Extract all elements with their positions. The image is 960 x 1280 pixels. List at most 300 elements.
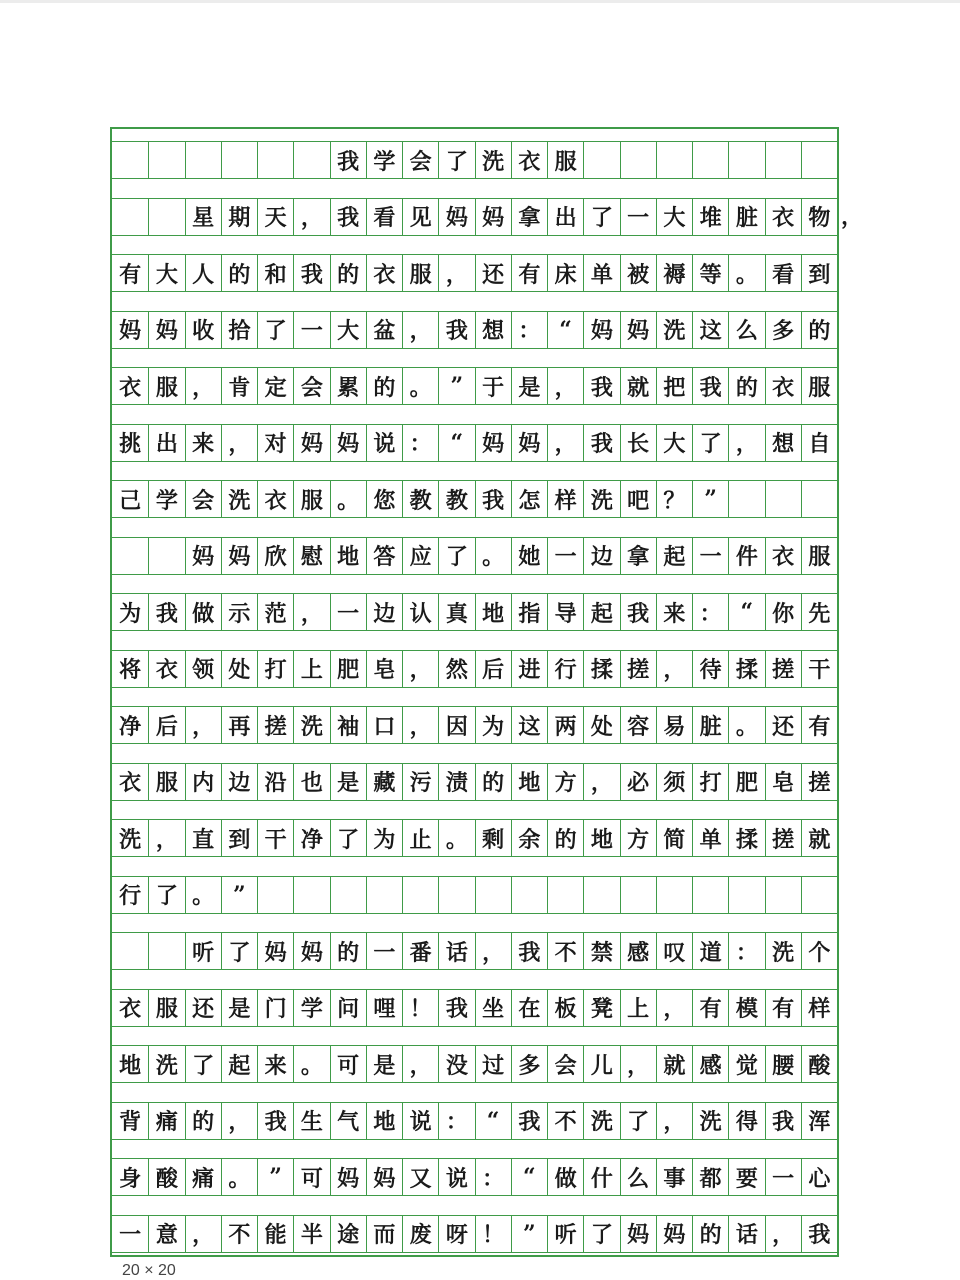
- grid-cell: 后: [148, 707, 184, 743]
- grid-cell: 累: [330, 368, 366, 404]
- grid-row: [112, 763, 837, 801]
- grid-cell: 道: [692, 933, 728, 969]
- grid-cell: 拾: [221, 312, 257, 348]
- grid-cell: 大: [656, 199, 692, 235]
- grid-cell: [185, 142, 221, 178]
- grid-cell: 大: [148, 255, 184, 291]
- grid-cell: [475, 877, 511, 913]
- grid-cell: 话: [438, 933, 474, 969]
- grid-cell: 话: [728, 1216, 764, 1252]
- grid-cell: 。: [475, 538, 511, 574]
- grid-cell: [293, 877, 329, 913]
- grid-cell: 能: [257, 1216, 293, 1252]
- grid-cell: 还: [475, 255, 511, 291]
- grid-cell: 妈: [511, 425, 547, 461]
- grid-cell: 怎: [511, 481, 547, 517]
- grid-cell: 你: [765, 594, 801, 630]
- grid-cell: 为: [366, 820, 402, 856]
- grid-cell: [148, 142, 184, 178]
- grid-cell: 会: [185, 481, 221, 517]
- grid-cell: 处: [221, 651, 257, 687]
- grid-cell: ，: [438, 255, 474, 291]
- grid-cell: 揉: [728, 820, 764, 856]
- grid-row: [112, 480, 837, 518]
- grid-cell: 洗: [656, 312, 692, 348]
- grid-cell: 有: [765, 990, 801, 1026]
- grid-cell: [620, 142, 656, 178]
- grid-cell: 了: [438, 538, 474, 574]
- grid-cell: ，: [293, 594, 329, 630]
- grid-cell: 件: [728, 538, 764, 574]
- grid-cell: 一: [366, 933, 402, 969]
- grid-cell: ，: [185, 1216, 221, 1252]
- grid-cell: 渍: [438, 764, 474, 800]
- grid-cell: 衣: [148, 651, 184, 687]
- grid-cell: [148, 933, 184, 969]
- grid-cell: 觉: [728, 1046, 764, 1082]
- grid-cell: [583, 877, 619, 913]
- grid-cell: 待: [692, 651, 728, 687]
- grid-cell: 么: [620, 1159, 656, 1195]
- grid-cell: 衣: [511, 142, 547, 178]
- grid-cell: 和: [257, 255, 293, 291]
- grid-cell: 上: [620, 990, 656, 1026]
- grid-row: [112, 311, 837, 349]
- grid-size-label: 20 × 20: [122, 1262, 176, 1279]
- grid-cell: 妈: [620, 1216, 656, 1252]
- grid-cell: ，: [402, 1046, 438, 1082]
- grid-cell: “: [728, 594, 764, 630]
- grid-row: [112, 537, 837, 575]
- grid-cell: ，: [402, 707, 438, 743]
- grid-cell: 酸: [801, 1046, 837, 1082]
- grid-cell: 教: [438, 481, 474, 517]
- grid-cell: 星: [185, 199, 221, 235]
- grid-cell: 收: [185, 312, 221, 348]
- grid-cell: 说: [402, 1103, 438, 1139]
- grid-cell: 止: [402, 820, 438, 856]
- grid-cell: 服: [547, 142, 583, 178]
- grid-cell: 拿: [511, 199, 547, 235]
- grid-cell: 还: [185, 990, 221, 1026]
- grid-cell: [801, 877, 837, 913]
- grid-cell: 我: [293, 255, 329, 291]
- grid-cell: 妈: [221, 538, 257, 574]
- grid-cell: ，: [620, 1046, 656, 1082]
- grid-cell: 衣: [257, 481, 293, 517]
- grid-cell: 导: [547, 594, 583, 630]
- grid-cell: 妈: [257, 933, 293, 969]
- grid-cell: 被: [620, 255, 656, 291]
- grid-cell: 地: [511, 764, 547, 800]
- grid-cell: 这: [511, 707, 547, 743]
- grid-cell: 净: [293, 820, 329, 856]
- grid-cell: 是: [221, 990, 257, 1026]
- grid-cell: 肯: [221, 368, 257, 404]
- grid-cell: 儿: [583, 1046, 619, 1082]
- grid-cell: 干: [257, 820, 293, 856]
- grid-cell: 我: [620, 594, 656, 630]
- grid-cell: 服: [148, 764, 184, 800]
- grid-cell: 了: [148, 877, 184, 913]
- grid-cell: 处: [583, 707, 619, 743]
- grid-cell: 定: [257, 368, 293, 404]
- grid-cell: 地: [330, 538, 366, 574]
- grid-cell: 搓: [765, 820, 801, 856]
- grid-cell: 我: [438, 312, 474, 348]
- grid-cell: 痛: [185, 1159, 221, 1195]
- grid-cell: 肥: [728, 764, 764, 800]
- grid-cell: “: [511, 1159, 547, 1195]
- grid-cell: 做: [185, 594, 221, 630]
- grid-cell: 有: [801, 707, 837, 743]
- grid-cell: 半: [293, 1216, 329, 1252]
- grid-cell: 盆: [366, 312, 402, 348]
- grid-cell: 因: [438, 707, 474, 743]
- grid-cell: 口: [366, 707, 402, 743]
- grid-cell: ，: [583, 764, 619, 800]
- grid-cell: 必: [620, 764, 656, 800]
- grid-cell: 易: [656, 707, 692, 743]
- grid-cell: 的: [185, 1103, 221, 1139]
- grid-cell: [112, 933, 148, 969]
- grid-cell: ，: [402, 651, 438, 687]
- grid-cell: ，: [293, 199, 329, 235]
- grid-cell: 等: [692, 255, 728, 291]
- grid-cell: 学: [366, 142, 402, 178]
- grid-cell: 背: [119, 1109, 142, 1135]
- grid-cell: 不: [221, 1216, 257, 1252]
- grid-row: [112, 424, 837, 462]
- grid-cell: 会: [547, 1046, 583, 1082]
- grid-row: [112, 198, 837, 236]
- grid-cell: 起: [583, 594, 619, 630]
- overflow-punctuation: ，: [841, 203, 864, 230]
- grid-row: [112, 254, 837, 292]
- grid-cell: 洗: [692, 1103, 728, 1139]
- grid-cell: 这: [692, 312, 728, 348]
- grid-cell: 单: [692, 820, 728, 856]
- grid-cell: 的: [330, 255, 366, 291]
- grid-cell: 内: [185, 764, 221, 800]
- grid-cell: 。: [728, 707, 764, 743]
- grid-cell: 到: [801, 255, 837, 291]
- grid-cell: 须: [656, 764, 692, 800]
- grid-cell: 又: [402, 1159, 438, 1195]
- grid-cell: 先: [801, 594, 837, 630]
- grid-cell: 事: [656, 1159, 692, 1195]
- grid-cell: ，: [221, 1103, 257, 1139]
- grid-cell: 妈: [366, 1159, 402, 1195]
- grid-cell: 一: [293, 312, 329, 348]
- grid-cell: ：: [728, 933, 764, 969]
- grid-cell: 我: [765, 1103, 801, 1139]
- grid-row: [112, 650, 837, 688]
- grid-cell: 是: [330, 764, 366, 800]
- grid-row: [112, 989, 837, 1027]
- grid-cell: 妈: [330, 425, 366, 461]
- grid-row: [112, 819, 837, 857]
- grid-cell: 来: [257, 1046, 293, 1082]
- grid-cell: 我: [511, 933, 547, 969]
- grid-cell: ：: [402, 425, 438, 461]
- grid-cell: 门: [257, 990, 293, 1026]
- grid-cell: 一: [119, 1222, 142, 1248]
- grid-row: [112, 1215, 837, 1253]
- grid-cell: 妈: [330, 1159, 366, 1195]
- grid-cell: 出: [148, 425, 184, 461]
- grid-cell: 洗: [221, 481, 257, 517]
- grid-cell: 欣: [257, 538, 293, 574]
- grid-cell: [656, 142, 692, 178]
- grid-cell: 。: [330, 481, 366, 517]
- grid-cell: ，: [656, 990, 692, 1026]
- grid-cell: 要: [728, 1159, 764, 1195]
- grid-cell: ，: [221, 425, 257, 461]
- grid-cell: 了: [330, 820, 366, 856]
- grid-cell: 妈: [656, 1216, 692, 1252]
- grid-cell: 皂: [366, 651, 402, 687]
- grid-cell: 藏: [366, 764, 402, 800]
- top-divider: [0, 0, 960, 3]
- grid-cell: 的: [728, 368, 764, 404]
- grid-cell: [801, 481, 837, 517]
- grid-cell: 不: [547, 933, 583, 969]
- grid-cell: 一: [765, 1159, 801, 1195]
- grid-cell: 听: [185, 933, 221, 969]
- grid-cell: 为: [119, 600, 142, 627]
- grid-cell: 妈: [119, 318, 142, 344]
- grid-cell: 污: [402, 764, 438, 800]
- grid-cell: 。: [728, 255, 764, 291]
- grid-cell: 真: [438, 594, 474, 630]
- grid-cell: 而: [366, 1216, 402, 1252]
- grid-cell: [728, 142, 764, 178]
- grid-cell: 是: [511, 368, 547, 404]
- grid-cell: [148, 538, 184, 574]
- grid-cell: 妈: [438, 199, 474, 235]
- grid-cell: 天: [257, 199, 293, 235]
- grid-cell: 衣: [765, 199, 801, 235]
- grid-cell: 的: [366, 368, 402, 404]
- grid-cell: 衣: [119, 374, 142, 401]
- grid-cell: 禁: [583, 933, 619, 969]
- grid-cell: 一: [547, 538, 583, 574]
- grid-cell: 番: [402, 933, 438, 969]
- grid-cell: 行: [547, 651, 583, 687]
- grid-cell: 我: [475, 481, 511, 517]
- grid-cell: 打: [692, 764, 728, 800]
- grid-cell: 。: [221, 1159, 257, 1195]
- grid-cell: 妈: [475, 425, 511, 461]
- grid-cell: 说: [438, 1159, 474, 1195]
- grid-cell: 腰: [765, 1046, 801, 1082]
- grid-cell: 废: [402, 1216, 438, 1252]
- grid-cell: 打: [257, 651, 293, 687]
- grid-row: [112, 367, 837, 405]
- grid-cell: 大: [656, 425, 692, 461]
- grid-cell: 再: [221, 707, 257, 743]
- grid-cell: 衣: [119, 770, 142, 796]
- grid-cell: [801, 142, 837, 178]
- grid-cell: 过: [475, 1046, 511, 1082]
- grid-cell: 脏: [728, 199, 764, 235]
- grid-cell: 学: [293, 990, 329, 1026]
- grid-cell: 我: [438, 990, 474, 1026]
- grid-cell: [620, 877, 656, 913]
- grid-cell: 洗: [119, 826, 142, 853]
- grid-cell: 服: [293, 481, 329, 517]
- grid-cell: 不: [547, 1103, 583, 1139]
- grid-cell: 上: [293, 651, 329, 687]
- grid-cell: 可: [293, 1159, 329, 1195]
- grid-cell: 气: [330, 1103, 366, 1139]
- grid-cell: 拿: [620, 538, 656, 574]
- grid-cell: 妈: [620, 312, 656, 348]
- grid-cell: 长: [620, 425, 656, 461]
- grid-cell: 我: [330, 199, 366, 235]
- grid-cell: [257, 142, 293, 178]
- grid-cell: 吧: [620, 481, 656, 517]
- grid-cell: 妈: [293, 933, 329, 969]
- grid-cell: 洗: [583, 1103, 619, 1139]
- grid-cell: 没: [438, 1046, 474, 1082]
- grid-cell: 妈: [583, 312, 619, 348]
- grid-cell: “: [475, 1103, 511, 1139]
- grid-cell: 有: [511, 255, 547, 291]
- grid-cell: 地: [366, 1103, 402, 1139]
- grid-cell: ，: [547, 368, 583, 404]
- grid-cell: 为: [475, 707, 511, 743]
- grid-cell: “: [547, 312, 583, 348]
- grid-cell: 搓: [765, 651, 801, 687]
- grid-cell: ，: [148, 820, 184, 856]
- grid-cell: [692, 877, 728, 913]
- grid-cell: [728, 481, 764, 517]
- grid-cell: 认: [402, 594, 438, 630]
- grid-cell: ，: [547, 425, 583, 461]
- grid-cell: 答: [366, 538, 402, 574]
- grid-cell: 我: [148, 594, 184, 630]
- grid-cell: 途: [330, 1216, 366, 1252]
- grid-cell: 服: [402, 255, 438, 291]
- grid-cell: ”: [438, 368, 474, 404]
- grid-cell: 我: [330, 142, 366, 178]
- grid-cell: 我: [511, 1103, 547, 1139]
- grid-cell: 净: [119, 713, 142, 740]
- grid-cell: 服: [801, 538, 837, 574]
- grid-cell: 我: [257, 1103, 293, 1139]
- grid-cell: 范: [257, 594, 293, 630]
- grid-cell: 了: [692, 425, 728, 461]
- grid-cell: 会: [402, 142, 438, 178]
- grid-cell: ：: [511, 312, 547, 348]
- grid-cell: 身: [119, 1165, 142, 1192]
- grid-cell: 到: [221, 820, 257, 856]
- grid-cell: 的: [547, 820, 583, 856]
- grid-cell: 将: [119, 657, 142, 683]
- grid-cell: 堆: [692, 199, 728, 235]
- grid-cell: 指: [511, 594, 547, 630]
- grid-cell: 痛: [148, 1103, 184, 1139]
- grid-cell: 模: [728, 990, 764, 1026]
- grid-cell: 地: [475, 594, 511, 630]
- grid-cell: 是: [366, 1046, 402, 1082]
- grid-cell: 边: [583, 538, 619, 574]
- grid-cell: 有: [119, 261, 142, 288]
- grid-cell: 起: [656, 538, 692, 574]
- grid-cell: 余: [511, 820, 547, 856]
- grid-cell: 了: [257, 312, 293, 348]
- grid-cell: 的: [475, 764, 511, 800]
- grid-cell: 领: [185, 651, 221, 687]
- grid-cell: ，: [656, 651, 692, 687]
- grid-cell: 感: [692, 1046, 728, 1082]
- grid-cell: 么: [728, 312, 764, 348]
- grid-cell: 床: [547, 255, 583, 291]
- grid-cell: 衣: [366, 255, 402, 291]
- grid-cell: 慰: [293, 538, 329, 574]
- grid-cell: 肥: [330, 651, 366, 687]
- grid-cell: [765, 481, 801, 517]
- grid-cell: 了: [221, 933, 257, 969]
- grid-cell: 洗: [148, 1046, 184, 1082]
- grid-cell: 了: [583, 199, 619, 235]
- grid-cell: ！: [475, 1216, 511, 1252]
- grid-cell: 一: [692, 538, 728, 574]
- grid-cell: 进: [511, 651, 547, 687]
- grid-cell: 会: [293, 368, 329, 404]
- grid-cell: 洗: [765, 933, 801, 969]
- grid-cell: 洗: [475, 142, 511, 178]
- grid-cell: 一: [620, 199, 656, 235]
- grid-cell: 生: [293, 1103, 329, 1139]
- grid-cell: ，: [765, 1216, 801, 1252]
- grid-cell: 我: [583, 425, 619, 461]
- grid-cell: 还: [765, 707, 801, 743]
- grid-cell: 脏: [692, 707, 728, 743]
- grid-cell: [765, 877, 801, 913]
- grid-cell: ：: [475, 1159, 511, 1195]
- grid-cell: 多: [511, 1046, 547, 1082]
- grid-cell: [293, 142, 329, 178]
- grid-cell: [692, 142, 728, 178]
- grid-cell: 衣: [765, 368, 801, 404]
- grid-cell: 凳: [583, 990, 619, 1026]
- grid-cell: 对: [257, 425, 293, 461]
- grid-cell: [221, 142, 257, 178]
- grid-cell: [728, 877, 764, 913]
- grid-cell: 做: [547, 1159, 583, 1195]
- grid-cell: [402, 877, 438, 913]
- grid-row: [112, 141, 837, 179]
- grid-cell: 来: [656, 594, 692, 630]
- grid-cell: 己: [119, 487, 142, 514]
- grid-cell: [765, 142, 801, 178]
- grid-cell: 出: [547, 199, 583, 235]
- grid-cell: 想: [475, 312, 511, 348]
- grid-cell: 大: [330, 312, 366, 348]
- grid-cell: 于: [475, 368, 511, 404]
- grid-cell: ”: [511, 1216, 547, 1252]
- grid-cell: 方: [547, 764, 583, 800]
- grid-cell: 沿: [257, 764, 293, 800]
- grid-cell: [547, 877, 583, 913]
- grid-cell: 简: [656, 820, 692, 856]
- grid-cell: 自: [801, 425, 837, 461]
- grid-cell: 地: [119, 1052, 142, 1079]
- grid-cell: 边: [221, 764, 257, 800]
